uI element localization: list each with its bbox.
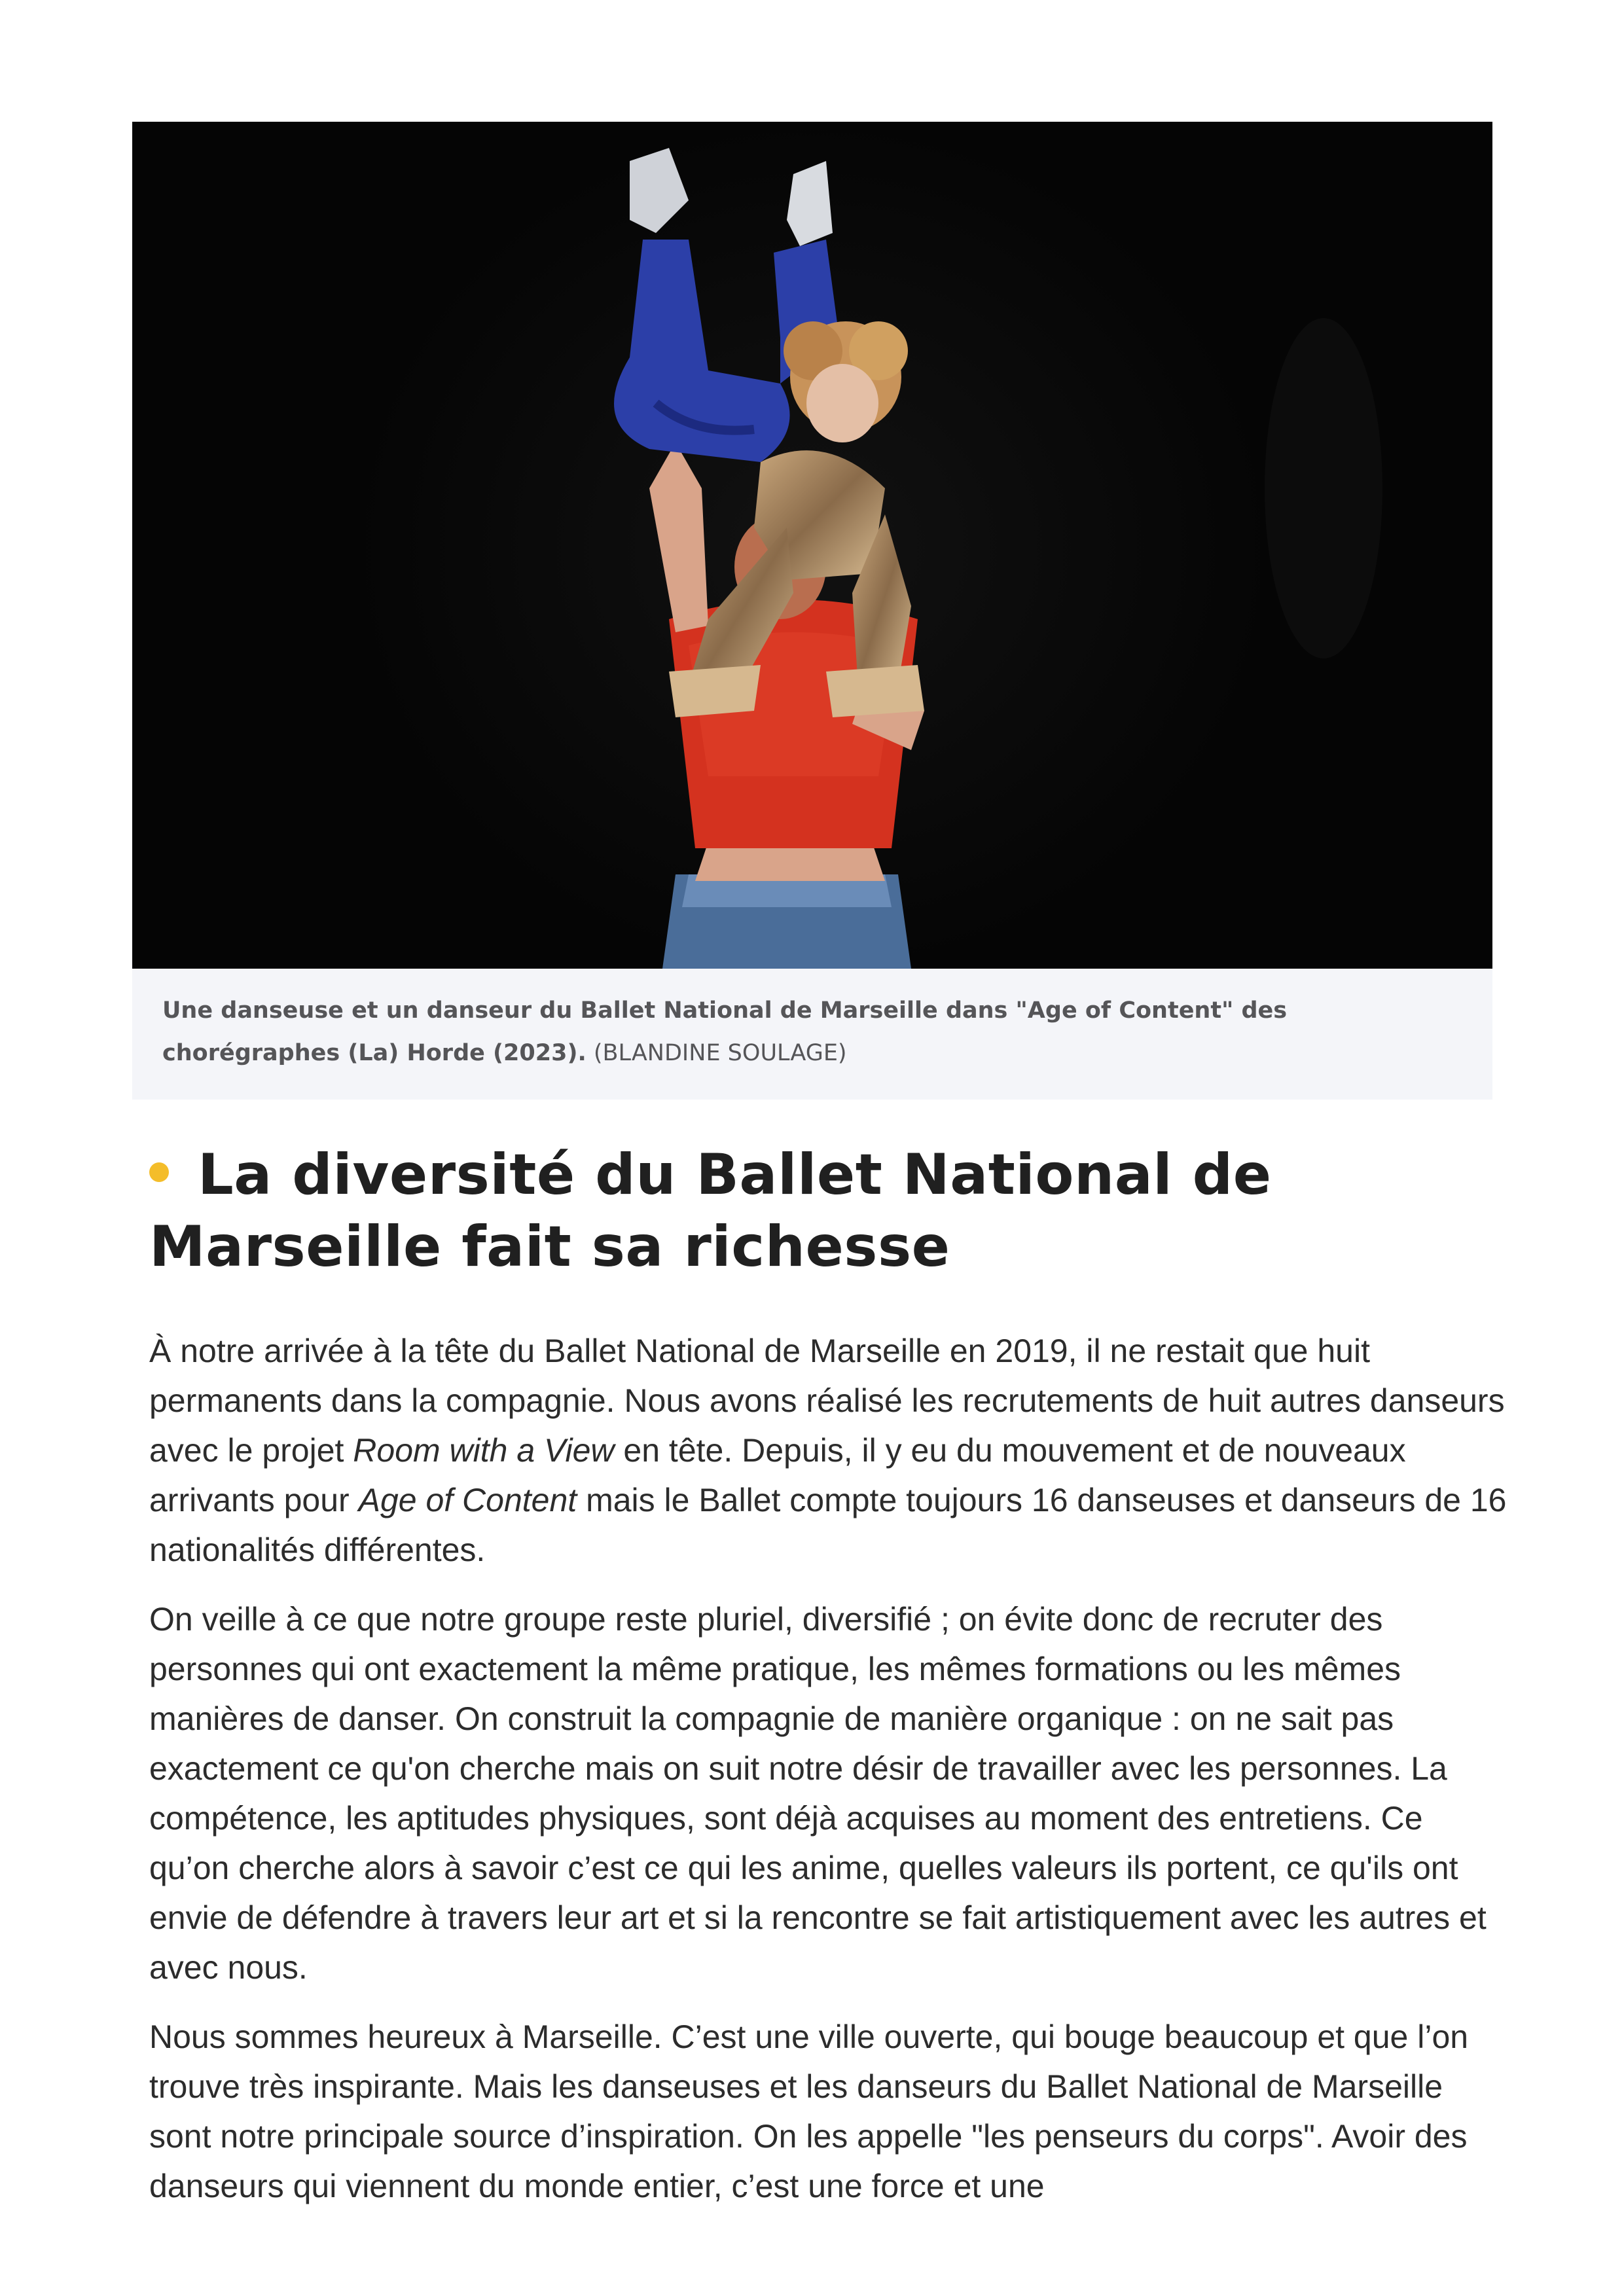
paragraph-1 [149, 1326, 1511, 1575]
dancers-illustration [132, 122, 1492, 969]
p1-text-c: en tête. Depuis, il y eu du mouvement et de nouveaux arrivants pour [149, 1432, 1406, 1518]
caption-text: Une danseuse et un danseur du Ballet National de Marseille dans "Age of Content" des chorégraphes (La) Horde (2023). [162, 997, 1288, 1066]
dance-photo [132, 122, 1492, 969]
article-body [149, 1139, 1511, 2231]
p1-title-room-with-a-view: Room with a View [353, 1432, 615, 1469]
paragraph-2: On veille à ce que notre groupe reste pluriel, diversifié ; on évite donc de recruter des personnes qui ont exactement la même pratique, les mêmes formations ou les mêmes manières de danser. On construit la compagnie de manière organique : on ne sait pas exactement ce qu'on cherche mais on suit notre désir de travailler avec les personnes. La compétence, les aptitudes physiques, sont déjà acquises au moment des entretiens. Ce qu’on cherche alors à savoir c’est ce qui les anime, quelles valeurs ils portent, ce qu'ils ont envie de défendre à travers leur art et si la rencontre se fait artistiquement avec les autres et avec nous. [149, 1601, 1487, 1986]
section-title [149, 1139, 1511, 1283]
section-title-text: La diversité du Ballet National de Marseille fait sa richesse [149, 1142, 1272, 1280]
caption-credit: (BLANDINE SOULAGE) [593, 1040, 847, 1066]
p1-text-a: À notre arrivée à la tête du Ballet National de Marseille en 2019, il ne restait que huit permanents dans la compagnie. Nous avons réalisé les recrutements de huit autres danseurs avec le projet [149, 1333, 1505, 1469]
article-figure [132, 122, 1492, 1100]
photo-caption [132, 969, 1492, 1100]
paragraphs [149, 1326, 1511, 2211]
paragraph-3: Nous sommes heureux à Marseille. C’est une ville ouverte, qui bouge beaucoup et que l’on trouve très inspirante. Mais les danseuses et les danseurs du Ballet National de Marseille sont notre principale source d’inspiration. On les appelle "les penseurs du corps". Avoir des danseurs qui viennent du monde entier, c’est une force et une [149, 2018, 1469, 2204]
p1-text-e: mais le Ballet compte toujours 16 danseuses et danseurs de 16 nationalités différentes. [149, 1482, 1507, 1568]
bullet-dot-icon [149, 1162, 169, 1182]
p1-title-age-of-content: Age of Content [358, 1482, 577, 1518]
